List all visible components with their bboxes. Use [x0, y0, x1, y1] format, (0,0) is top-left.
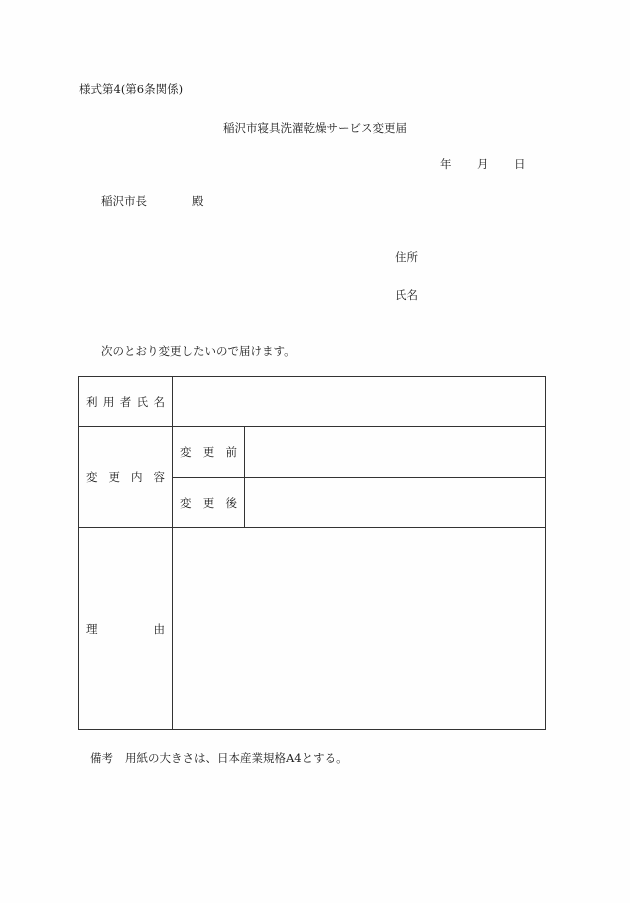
form-table — [78, 376, 546, 730]
user-name-label-cell — [79, 377, 173, 427]
footnote — [90, 750, 348, 766]
date-line — [440, 156, 526, 172]
before-field[interactable] — [245, 427, 546, 478]
form-number: 様式第4(第6条関係) — [79, 82, 184, 96]
addressee — [101, 193, 204, 209]
addressee-honorific: 殿 — [192, 194, 204, 208]
user-name-label: 利 用 者 氏 名 — [86, 394, 165, 409]
document-title: 稲沢市寝具洗濯乾燥サービス変更届 — [223, 121, 407, 135]
change-before-row — [79, 427, 546, 478]
before-label-cell — [173, 427, 245, 478]
name-label: 氏名 — [395, 288, 418, 302]
date-month-label: 月 — [477, 157, 489, 171]
address-label: 住所 — [395, 250, 418, 264]
user-name-field[interactable] — [173, 377, 546, 427]
before-label: 変 更 前 — [180, 445, 237, 459]
reason-row — [79, 528, 546, 730]
after-field[interactable] — [245, 478, 546, 528]
date-year-label: 年 — [440, 157, 452, 171]
after-label: 変 更 後 — [180, 495, 237, 510]
user-name-row — [79, 377, 546, 427]
change-content-label-cell — [79, 427, 173, 528]
change-content-label: 変 更 内 容 — [86, 470, 165, 484]
reason-field[interactable] — [173, 528, 546, 730]
reason-label-cell — [79, 528, 173, 730]
reason-label: 理 由 — [86, 621, 165, 636]
date-day-label: 日 — [514, 157, 526, 171]
after-label-cell — [173, 478, 245, 528]
footnote-text: 用紙の大きさは、日本産業規格A4とする。 — [125, 751, 348, 765]
addressee-name: 稲沢市長 — [101, 194, 147, 208]
footnote-label: 備考 — [90, 751, 113, 765]
intro-text: 次のとおり変更したいので届けます。 — [101, 344, 296, 358]
